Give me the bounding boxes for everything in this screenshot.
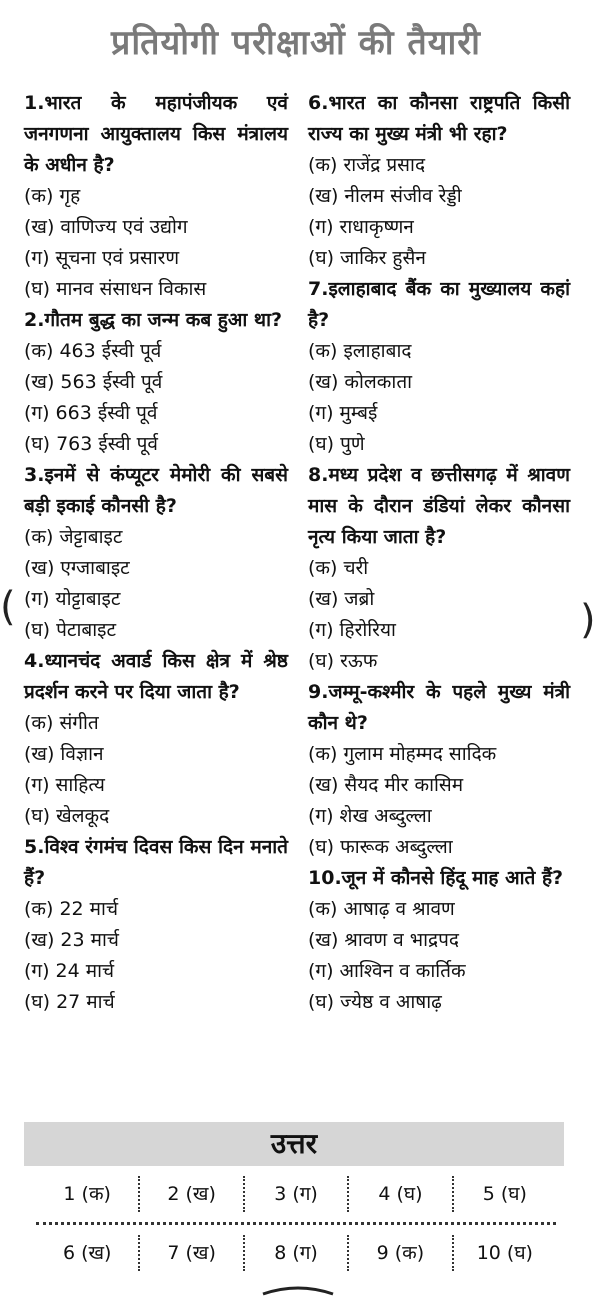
- option-ga: (ग) शेख अब्दुल्ला: [308, 805, 432, 827]
- question-1: [24, 88, 288, 305]
- option-ka: (क) 463 ईस्वी पूर्व: [24, 340, 162, 362]
- answers-title: उत्तर: [270, 1127, 318, 1160]
- answer-cell: 1 (क): [36, 1176, 140, 1212]
- option-kha: (ख) वाणिज्य एवं उद्योग: [24, 216, 188, 238]
- answer-cell: 8 (ग): [245, 1235, 349, 1271]
- answer-cell: 7 (ख): [140, 1235, 244, 1271]
- option-gha: (घ) फारूक अब्दुल्ला: [308, 836, 453, 858]
- option-ka: (क) जेट्टाबाइट: [24, 526, 123, 548]
- option-gha: (घ) ज्येष्ठ व आषाढ़: [308, 991, 442, 1013]
- option-gha: (घ) 27 मार्च: [24, 991, 115, 1013]
- question-text: 10.जून में कौनसे हिंदू माह आते हैं?: [308, 867, 564, 889]
- right-question-column: [308, 88, 570, 1018]
- answer-cell: 4 (घ): [349, 1176, 453, 1212]
- answer-row-2: [36, 1235, 556, 1271]
- question-text: 7.इलाहाबाद बैंक का मुख्यालय कहां है?: [308, 278, 570, 331]
- question-9: [308, 677, 570, 863]
- option-ka: (क) राजेंद्र प्रसाद: [308, 154, 426, 176]
- right-crop-mark: ): [580, 597, 596, 643]
- option-ga: (ग) योट्टाबाइट: [24, 588, 121, 610]
- option-ka: (क) संगीत: [24, 712, 99, 734]
- left-crop-mark: (: [0, 584, 16, 630]
- option-ga: (ग) आश्विन व कार्तिक: [308, 960, 466, 982]
- answer-cell: 5 (घ): [482, 1183, 527, 1205]
- answer-divider: [36, 1222, 556, 1225]
- option-ga: (ग) हिरोरिया: [308, 619, 396, 641]
- question-text: 5.विश्व रंगमंच दिवस किस दिन मनाते हैं?: [24, 836, 288, 889]
- option-gha: (घ) जाकिर हुसैन: [308, 247, 426, 269]
- option-gha: (घ) पेटाबाइट: [24, 619, 117, 641]
- option-kha: (ख) सैयद मीर कासिम: [308, 774, 464, 796]
- option-kha: (ख) जब्रो: [308, 588, 375, 610]
- question-4: [24, 646, 288, 832]
- option-ga: (ग) मुम्बई: [308, 402, 378, 424]
- question-text: 4.ध्यानचंद अवार्ड किस क्षेत्र में श्रेष्ठ प्रदर्शन करने पर दिया जाता है?: [24, 650, 288, 703]
- option-ga: (ग) 24 मार्च: [24, 960, 115, 982]
- answer-row-1: [36, 1176, 556, 1212]
- option-kha: (ख) 563 ईस्वी पूर्व: [24, 371, 163, 393]
- question-text: 8.मध्य प्रदेश व छत्तीसगढ़ में श्रावण मास के दौरान डंडियां लेकर कौनसा नृत्य किया जाता है?: [308, 464, 570, 548]
- option-kha: (ख) एग्जाबाइट: [24, 557, 130, 579]
- bottom-crop-mark: [258, 1280, 338, 1300]
- question-text: 1.भारत के महापंजीयक एवं जनगणना आयुक्तालय किस मंत्रालय के अधीन है?: [24, 92, 288, 176]
- question-6: [308, 88, 570, 274]
- answer-cell: 10 (घ): [476, 1242, 533, 1264]
- question-text: 2.गौतम बुद्ध का जन्म कब हुआ था?: [24, 309, 283, 331]
- question-7: [308, 274, 570, 460]
- answer-cell: 6 (ख): [36, 1235, 140, 1271]
- option-gha: (घ) पुणे: [308, 433, 365, 455]
- page-title: प्रतियोगी परीक्षाओं की तैयारी: [110, 23, 481, 63]
- option-gha: (घ) 763 ईस्वी पूर्व: [24, 433, 158, 455]
- option-ga: (ग) 663 ईस्वी पूर्व: [24, 402, 158, 424]
- question-5: [24, 832, 288, 1018]
- option-ga: (ग) साहित्य: [24, 774, 105, 796]
- option-kha: (ख) कोलकाता: [308, 371, 413, 393]
- question-text: 9.जम्मू-कश्मीर के पहले मुख्य मंत्री कौन थे?: [308, 681, 570, 734]
- option-ka: (क) 22 मार्च: [24, 898, 119, 920]
- option-ka: (क) गुलाम मोहम्मद सादिक: [308, 743, 497, 765]
- answers-header-band: [24, 1122, 564, 1166]
- option-kha: (ख) श्रावण व भाद्रपद: [308, 929, 459, 951]
- answer-cell: 3 (ग): [245, 1176, 349, 1212]
- option-kha: (ख) 23 मार्च: [24, 929, 119, 951]
- option-gha: (घ) रऊफ: [308, 650, 378, 672]
- option-ka: (क) चरी: [308, 557, 369, 579]
- option-ka: (क) गृह: [24, 185, 81, 207]
- answer-cell: 9 (क): [349, 1235, 453, 1271]
- left-question-column: [24, 88, 288, 1018]
- option-ga: (ग) राधाकृष्णन: [308, 216, 414, 238]
- question-text: 6.भारत का कौनसा राष्ट्रपति किसी राज्य का मुख्य मंत्री भी रहा?: [308, 92, 570, 145]
- option-kha: (ख) विज्ञान: [24, 743, 104, 765]
- question-10: [308, 863, 570, 1018]
- option-kha: (ख) नीलम संजीव रेड्डी: [308, 185, 462, 207]
- option-ka: (क) आषाढ़ व श्रावण: [308, 898, 455, 920]
- option-gha: (घ) खेलकूद: [24, 805, 110, 827]
- option-ga: (ग) सूचना एवं प्रसारण: [24, 247, 180, 269]
- answer-cell: 2 (ख): [140, 1176, 244, 1212]
- question-text: 3.इनमें से कंप्यूटर मेमोरी की सबसे बड़ी इकाई कौनसी है?: [24, 464, 288, 517]
- option-gha: (घ) मानव संसाधन विकास: [24, 278, 207, 300]
- option-ka: (क) इलाहाबाद: [308, 340, 412, 362]
- answer-key: [36, 1176, 556, 1271]
- question-8: [308, 460, 570, 677]
- question-3: [24, 460, 288, 646]
- question-2: [24, 305, 288, 460]
